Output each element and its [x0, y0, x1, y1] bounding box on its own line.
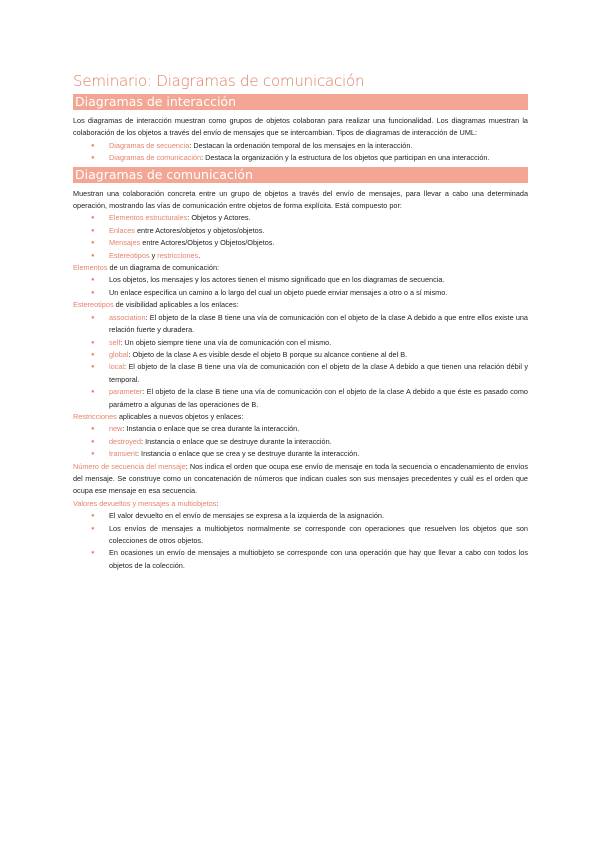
punctuation: . — [198, 250, 201, 260]
list-item — [109, 436, 528, 448]
term: local — [109, 362, 125, 372]
list-item: ● Los objetos, los mensajes y los actores tienen el mismo significado que en los diagramas de secuencia. — [109, 274, 528, 286]
list-item — [109, 423, 528, 435]
estereotipos-heading — [73, 299, 528, 311]
section-header-interaccion: Diagramas de interacción — [73, 94, 528, 110]
definition: : El objeto de la clase B tiene una vía de comunicación con el objeto de la clase A debido a que éste es pasado como parámetro a algunas de las operaciones de B. — [109, 387, 528, 409]
definition: : Instancia o enlace que se destruye durante la interacción. — [141, 436, 332, 446]
term: Diagramas de secuencia — [109, 140, 190, 150]
page-title: Seminario: Diagramas de comunicación — [73, 72, 365, 90]
term: association — [109, 312, 146, 322]
definition: : Objeto de la clase A es visible desde el objeto B porque su alcance contiene al del B. — [128, 349, 408, 359]
term: Estereotipos — [109, 250, 150, 260]
components-list — [73, 212, 528, 262]
section-header-comunicacion: Diagramas de comunicación — [73, 167, 528, 183]
elementos-heading — [73, 262, 528, 274]
definition: : Destacan la ordenación temporal de los mensajes en la interacción. — [189, 140, 413, 150]
restricciones-list — [73, 423, 528, 460]
section2-intro: Muestran una colaboración concreta entre un grupo de objetos a través del envío de mensajes, para llevar a cabo una determinada operación, mostrando las vías de comunicación entre objetos de forma explícita. Está compuesto por: — [73, 188, 528, 211]
definition: : Destaca la organización y la estructura de los objetos que participan en una interacción. — [201, 153, 490, 163]
term: Enlaces — [109, 225, 135, 235]
term: restricciones — [157, 250, 199, 260]
definition: : Instancia o enlace que se crea durante la interacción. — [122, 424, 300, 434]
document-content — [73, 72, 528, 572]
heading-text: aplicables a nuevos objetos y enlaces: — [116, 411, 244, 421]
term: Valores devueltos y mensajes a multiobjetos — [73, 498, 217, 508]
definition: entre Actores/Objetos y Objetos/Objetos. — [140, 238, 275, 248]
term: Diagramas de comunicación — [109, 153, 202, 163]
numero-secuencia-paragraph — [73, 461, 528, 498]
list-item — [109, 140, 528, 152]
restricciones-heading — [73, 411, 528, 423]
term: Elementos — [73, 263, 108, 273]
list-item: ● En ocasiones un envío de mensajes a multiobjeto se corresponde con una operación que hay que llevar a cabo con todos los objetos de la colección. — [109, 547, 528, 572]
definition: entre Actores/objetos y objetos/objetos. — [134, 225, 265, 235]
term: new — [109, 424, 123, 434]
list-item — [109, 361, 528, 386]
term: Estereotipos — [73, 300, 114, 310]
definition: : Nos indica el orden que ocupa ese envío de mensaje en toda la secuencia o encadenamiento de envíos del mensaje. Se construye como un concatenación de números que indican cuales son sus mensajes precedentes y cuál es el orden que ocupa ese mensaje en esa secuencia. — [73, 461, 528, 496]
definition: : Un objeto siempre tiene una vía de comunicación con el mismo. — [120, 337, 332, 347]
term: destroyed — [109, 436, 142, 446]
heading-text: de un diagrama de comunicación: — [107, 263, 220, 273]
heading-text: : — [216, 498, 219, 508]
definition: : Instancia o enlace que se crea y se destruye durante la interacción. — [137, 449, 360, 459]
list-item — [109, 349, 528, 361]
definition: : El objeto de la clase B tiene una vía de comunicación con el objeto de la clase A debido a que tienen una relación débil y temporal. — [109, 362, 528, 384]
elementos-list — [73, 274, 528, 299]
term: self — [109, 337, 121, 347]
valores-heading — [73, 498, 528, 510]
term: Mensajes — [109, 238, 141, 248]
term: Restricciones — [73, 411, 117, 421]
list-item — [109, 312, 528, 337]
definition: : El objeto de la clase B tiene una vía de comunicación con el objeto de la clase A debido a que entre ellos existe una relación fuerte y duradera. — [109, 312, 528, 335]
list-item — [109, 250, 528, 262]
term: Elementos estructurales — [109, 213, 188, 223]
list-item — [109, 212, 528, 224]
heading-text: de visibilidad aplicables a los enlaces: — [113, 300, 239, 310]
list-item: ● Los envíos de mensajes a multiobjetos normalmente se corresponde con operaciones que resuelven los objetos que son colecciones de otros objetos. — [109, 523, 528, 548]
list-item — [109, 152, 528, 164]
valores-list — [73, 510, 528, 572]
list-item: ● El valor devuelto en el envío de mensajes se expresa a la izquierda de la asignación. — [109, 510, 528, 522]
definition: : Objetos y Actores. — [187, 213, 251, 223]
list-item — [109, 337, 528, 349]
term: transient — [109, 449, 137, 459]
section1-intro: Los diagramas de interacción muestran como grupos de objetos colaboran para realizar una funcionalidad. Los diagramas muestran la colaboración de los objetos a través del envío de mensajes que se intercambian. Tipos de diagramas de interacción de UML: — [73, 116, 528, 138]
list-item: ● Un enlace específica un camino a lo largo del cual un objeto puede enviar mensajes a otro o a sí mismo. — [109, 287, 528, 299]
term: Número de secuencia del mensaje — [73, 461, 186, 471]
term: global — [109, 349, 129, 359]
conjunction: y — [149, 250, 158, 260]
list-item — [109, 237, 528, 249]
list-item — [109, 225, 528, 237]
interaction-types-list — [73, 140, 528, 165]
list-item — [109, 386, 528, 411]
list-item — [109, 448, 528, 460]
estereotipos-list — [73, 312, 528, 411]
term: parameter — [109, 387, 143, 397]
